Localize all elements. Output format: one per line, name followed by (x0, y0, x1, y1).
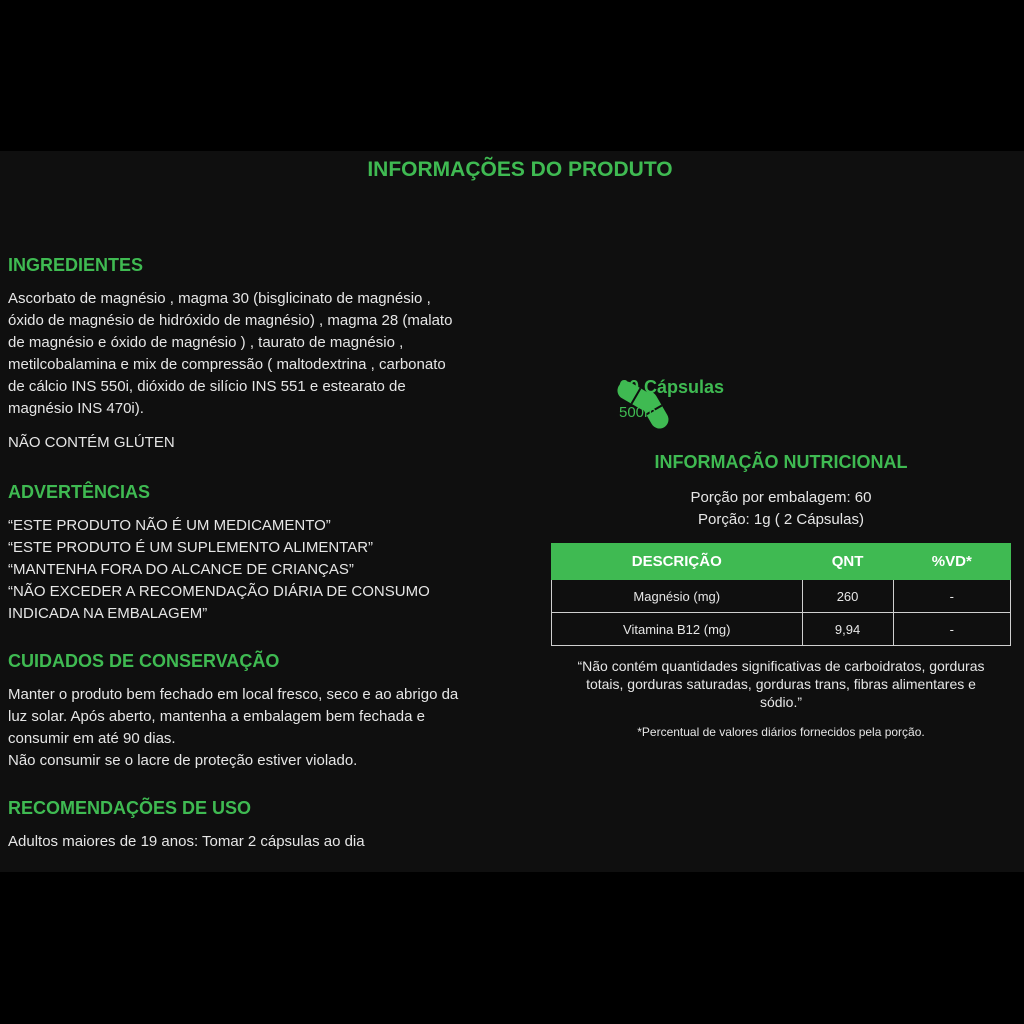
warning-line: INDICADA NA EMBALAGEM” (8, 605, 208, 622)
nutrition-heading: INFORMAÇÃO NUTRICIONAL (654, 452, 908, 472)
page-title: INFORMAÇÕES DO PRODUTO (367, 158, 673, 181)
table-header-row (552, 544, 1011, 580)
storage-line: Não consumir se o lacre de proteção estiver violado. (8, 752, 358, 769)
warnings-heading: ADVERTÊNCIAS (8, 482, 151, 502)
nutrient-daily-value: - (893, 613, 1010, 646)
daily-value-footnote: *Percentual de valores diários fornecidos pela porção. (637, 725, 925, 739)
nutrient-name: Vitamina B12 (mg) (552, 613, 803, 646)
serving-size: Porção: 1g ( 2 Cápsulas) (698, 511, 864, 528)
storage-section (8, 651, 508, 772)
nutrient-quantity: 260 (802, 580, 893, 613)
table-row (552, 613, 1011, 646)
warning-line: “ESTE PRODUTO É UM SUPLEMENTO ALIMENTAR” (8, 539, 374, 556)
warnings-text (8, 515, 508, 625)
ingredients-line: Ascorbato de magnésio , magma 30 (bisglicinato de magnésio , (8, 290, 431, 307)
storage-heading: CUIDADOS DE CONSERVAÇÃO (8, 651, 280, 671)
ingredients-heading: INGREDIENTES (8, 255, 144, 275)
ingredients-line: de magnésio e óxido de magnésio ) , taurato de magnésio , (8, 334, 404, 351)
storage-line: Manter o produto bem fechado em local fresco, seco e ao abrigo da (8, 686, 459, 703)
warning-line: “ESTE PRODUTO NÃO É UM MEDICAMENTO” (8, 517, 331, 534)
nutrient-name: Magnésio (mg) (552, 580, 803, 613)
nutrition-note (551, 657, 1011, 711)
column-header-quantity: QNT (802, 544, 893, 580)
nutrient-quantity: 9,94 (802, 613, 893, 646)
usage-heading: RECOMENDAÇÕES DE USO (8, 798, 252, 818)
servings-per-package: Porção por embalagem: 60 (690, 489, 872, 506)
warnings-section (8, 482, 508, 625)
note-line: “Não contém quantidades significativas de carboidratos, gorduras (577, 658, 985, 674)
ingredients-text (8, 288, 508, 420)
storage-line: luz solar. Após aberto, mantenha a embalagem bem fechada e (8, 708, 425, 725)
column-header-description: DESCRIÇÃO (552, 544, 803, 580)
usage-text: Adultos maiores de 19 anos: Tomar 2 cápsulas ao dia (8, 833, 365, 850)
warning-line: “NÃO EXCEDER A RECOMENDAÇÃO DIÁRIA DE CONSUMO (8, 583, 430, 600)
capsule-weight: 500mg (619, 404, 665, 421)
ingredients-line: óxido de magnésio de hidróxido de magnésio) , magma 28 (malato (8, 312, 453, 329)
ingredients-line: metilcobalamina e mix de compressão ( maltodextrina , carbonato (8, 356, 446, 373)
note-line: totais, gorduras saturadas, gorduras trans, fibras alimentares e (586, 676, 976, 692)
usage-section (8, 798, 508, 853)
storage-text (8, 684, 508, 772)
note-line: sódio.” (759, 694, 803, 710)
column-header-daily-value: %VD* (893, 544, 1010, 580)
nutrition-table (551, 543, 1011, 646)
ingredients-line: magnésio INS 470i). (8, 400, 144, 417)
capsule-count: 60 Cápsulas (619, 377, 725, 397)
gluten-notice: NÃO CONTÉM GLÚTEN (8, 434, 175, 451)
ingredients-line: de cálcio INS 550i, dióxido de silício INS 551 e estearato de (8, 378, 406, 395)
warning-line: “MANTENHA FORA DO ALCANCE DE CRIANÇAS” (8, 561, 354, 578)
left-column (8, 255, 508, 873)
storage-line: consumir em até 90 dias. (8, 730, 176, 747)
table-row (552, 580, 1011, 613)
nutrient-daily-value: - (893, 580, 1010, 613)
ingredients-section (8, 255, 508, 454)
